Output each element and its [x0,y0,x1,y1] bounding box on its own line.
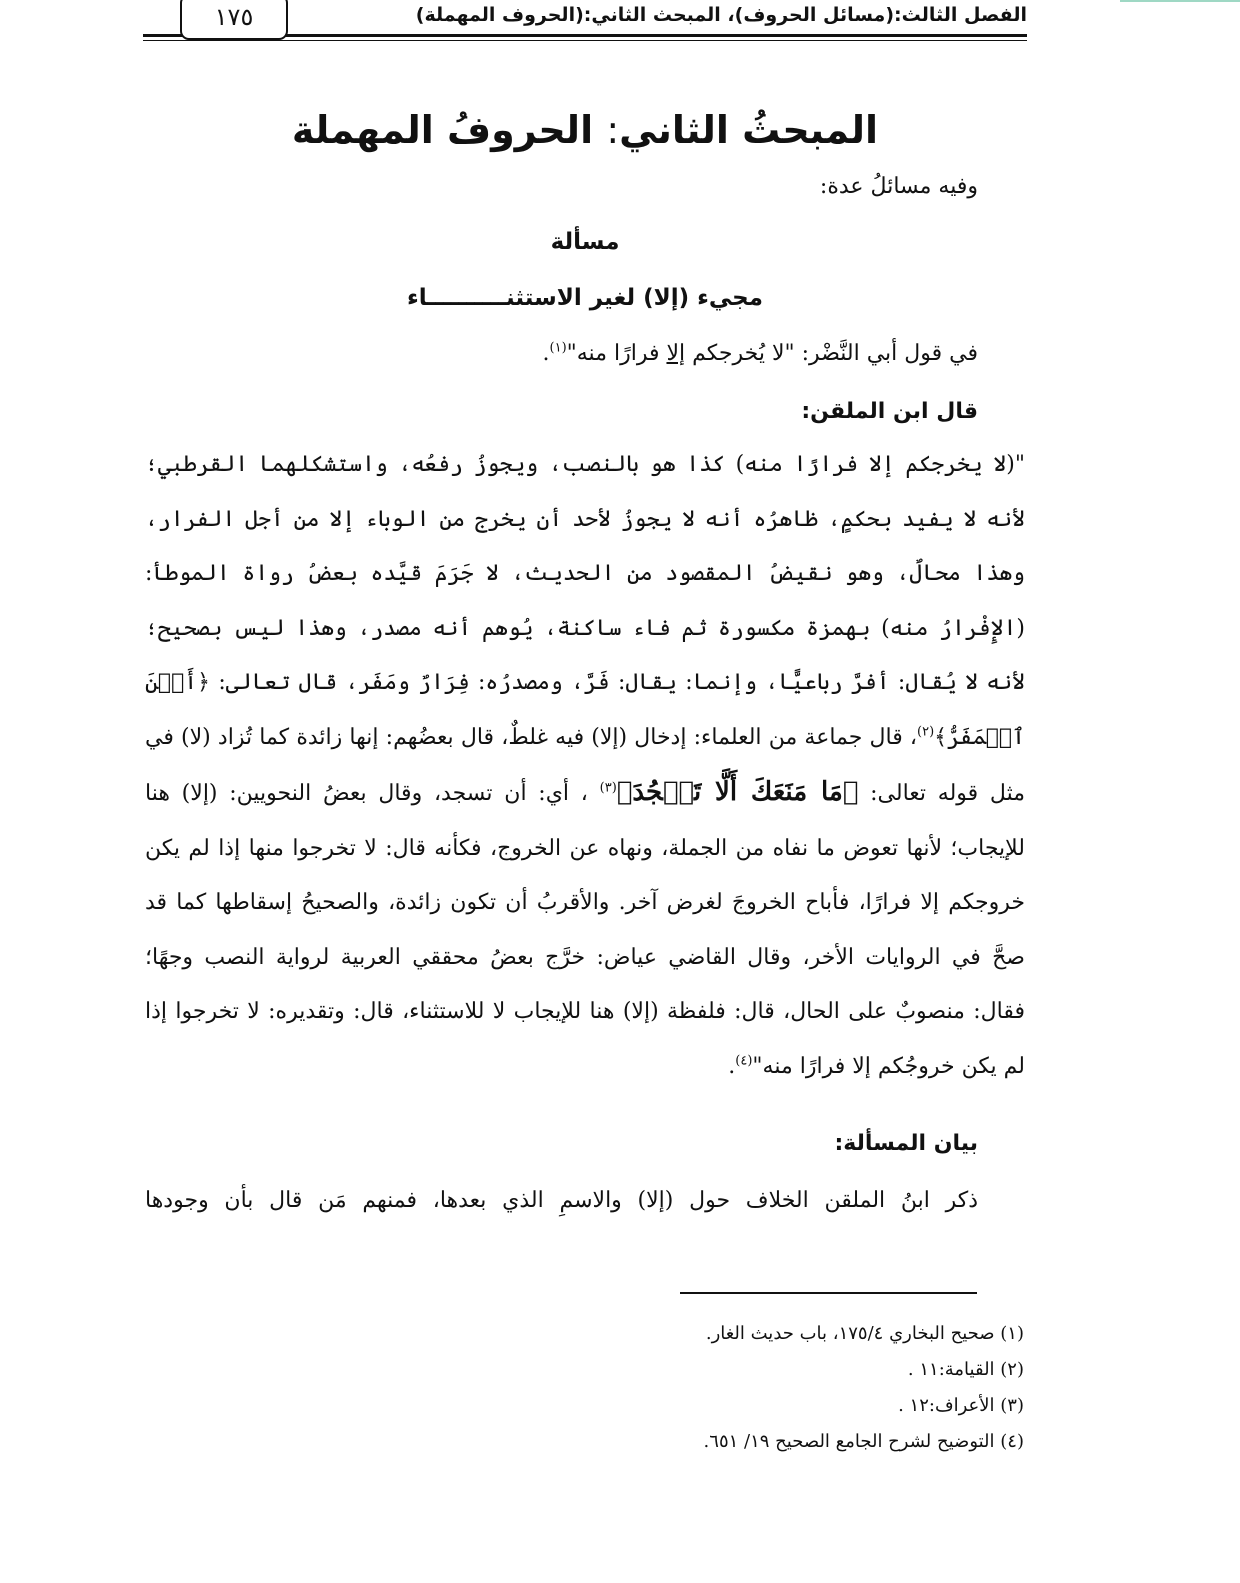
question-subheading: مجيء (إلا) لغير الاستثنــــــــــاء [406,285,764,311]
paragraph-text-2: ، قال جماعة من العلماء: إدخال (إلا) فيه غلطٌ، قال بعضُهم: إنها زائدة كما تُزاد (لا) في مثل قوله تعالى: [145,724,1025,806]
footnote-ref-1[interactable]: (١) [549,340,567,356]
footnote-1: (١) صحيح البخاري ١٧٥/٤، باب حديث الغار. [705,1323,1024,1344]
section-title-separator: : [606,108,620,152]
question-heading: مسألة [550,229,620,255]
running-header: الفصل الثالث:(مسائل الحروف)، المبحث الثاني:(الحروف المهملة) [415,4,1027,26]
paragraph-text-3: ، أي: أن تسجد، وقال بعضُ النحويين: (إلا) هنا للإيجاب؛ لأنها تعوض ما نفاه من الجملة، ونهاه عن الخروج، فكأنه قال: لا تخرجوا منها إذا لم يكن خروجكم إلا فرارًا، فأباح الخروجَ لغرض آخر. والأقربُ أن تكون زائدة، والصحيحُ إسقاطها كما قد صحَّ في الروايات الأخر، وقال القاضي عياض: خرَّج بعضُ محققي العربية لرواية النصب وجهًا؛ فقال: منصوبٌ على الحال، قال: فلفظة (إلا) هنا للإيجاب لا للاستثناء، قال: وتقديره: لا تخرجوا إذا لم يكن خروجُكم إلا فرارًا منه" [145,781,1025,1079]
statement-text: ذكر ابنُ الملقن الخلاف حول (إلا) والاسمِ الذي بعدها، فمنهم مَن قال بأن وجودها [145,1188,978,1213]
corner-mark [1120,0,1240,6]
footnote-ref-3[interactable]: (٣) [599,780,617,796]
section-title-part1: المبحثُ الثاني [619,108,879,152]
footnote-2: (٢) القيامة:١١ . [907,1359,1024,1380]
statement-heading: بيان المسألة: [834,1131,978,1156]
quran-verse-2: ﴿مَا مَنَعَكَ أَلَّا تَسۡجُدَ﴾ [616,777,859,807]
footnote-3: (٣) الأعراف:١٢ . [898,1395,1024,1416]
quran-verse-1: ﴿أَيۡنَ ٱلۡمَفَرُّ﴾ [145,670,1025,750]
main-paragraph [145,438,1025,1094]
page-number [180,0,288,40]
quote-suffix: فرارًا منه" [566,341,667,366]
footnote-ref-4[interactable]: (٤) [735,1053,753,1069]
section-title [145,104,1025,156]
footnote-4: (٤) التوضيح لشرح الجامع الصحيح ١٩/ ٦٥١. [703,1431,1024,1452]
paragraph-end: . [728,1053,736,1079]
paragraph-text-1: "(لا يخرجكم إلا فرارًا منه) كذا هو بالنصب، ويجوزُ رفعُه، واستشكلهما القرطبي؛ لأنه لا يفيد بحكمٍ، ظاهرُه أنه لا يجوزُ لأحد أن يخرج من الوباء إلا من أجل الفرار، وهذا محالٌ، وهو نقيضُ المقصود من الحديث، لا جَرَمَ قيَّده بعضُ رواة الموطأ: (الإِفْرارُ منه) بهمزة مكسورة ثم فاء ساكنة، يُوهم أنه مصدر، وهذا ليس بصحيح؛ لأنه لا يُقال: أفرَّ رباعيًّا، وإنما: يقال: فَرَّ، ومصدرُه: فِرَارٌ ومَفَر، قال تعالى: [145,452,1025,695]
quote-underlined: إلا [666,341,686,366]
footnote-ref-2[interactable]: (٢) [917,724,935,740]
quoted-hadith [145,334,978,374]
quote-end: . [542,341,550,366]
section-title-part2: الحروفُ المهملة [291,108,594,152]
speaker-heading: قال ابن الملقن: [801,399,978,424]
quote-prefix: في قول أبي النَّضْر: "لا يُخرجكم [685,341,978,366]
page-number-text: ١٧٥ [214,3,254,31]
footnote-separator [680,1292,977,1294]
header-rule-thin [143,40,1027,41]
section-intro: وفيه مسائلُ عدة: [819,174,978,199]
footnotes [600,1316,1024,1460]
